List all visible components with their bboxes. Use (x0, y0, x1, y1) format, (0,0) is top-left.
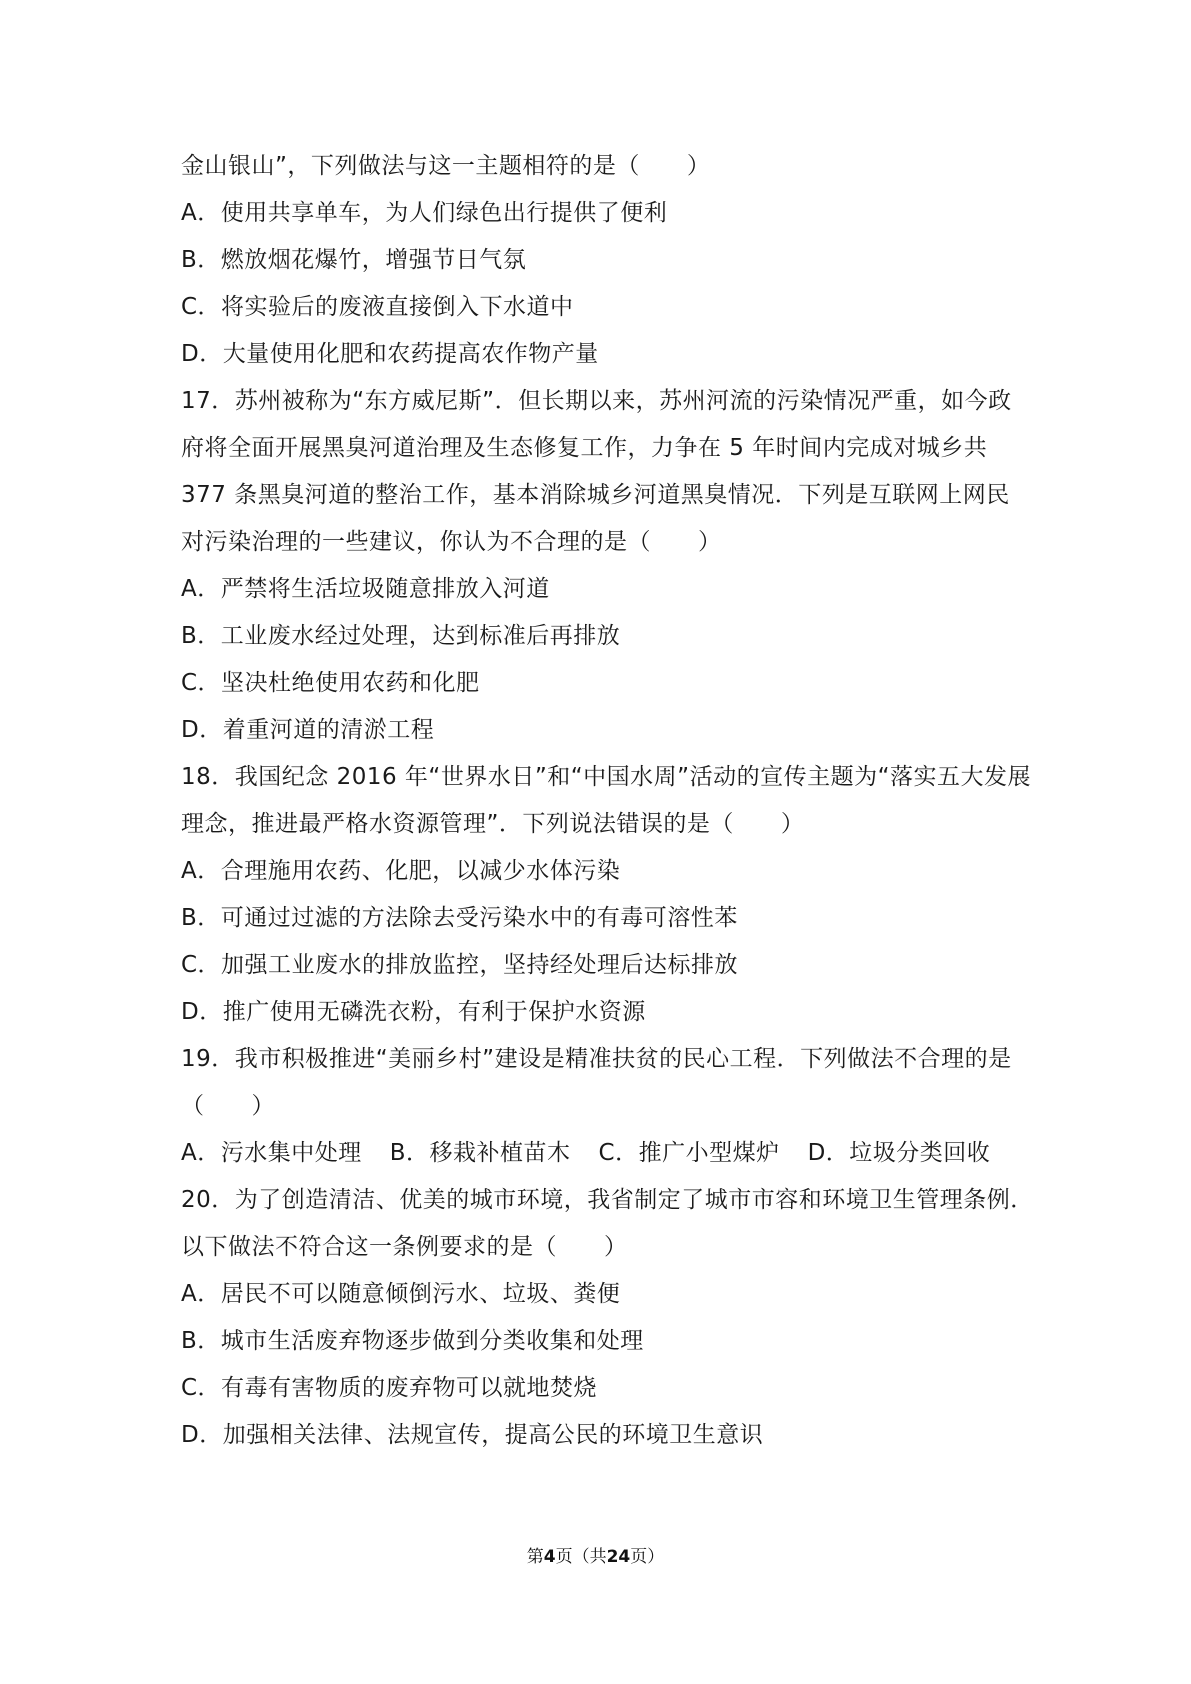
option-d: D．推广使用无磷洗衣粉，有利于保护水资源 (181, 999, 646, 1025)
option-d: D．垃圾分类回收 (807, 1140, 991, 1166)
question-stem-line: 金山银山”，下列做法与这一主题相符的是（ ） (181, 153, 711, 179)
question-stem-line: 17．苏州被称为“东方威尼斯”．但长期以来，苏州河流的污染情况严重，如今政 (181, 388, 1012, 414)
option-c: C．将实验后的废液直接倒入下水道中 (181, 294, 574, 320)
question-stem-line: 以下做法不符合这一条例要求的是（ ） (181, 1234, 628, 1260)
option-c: C．坚决杜绝使用农药和化肥 (181, 670, 480, 696)
option-b: B．移栽补植苗木 (389, 1140, 571, 1166)
option-d: D．着重河道的清淤工程 (181, 717, 435, 743)
option-c: C．有毒有害物质的废弃物可以就地焚烧 (181, 1375, 598, 1401)
page-footer (0, 1542, 1191, 1567)
page-number: 4 (543, 1547, 556, 1567)
option-d: D．加强相关法律、法规宣传，提高公民的环境卫生意识 (181, 1422, 764, 1448)
option-a: A．合理施用农药、化肥，以减少水体污染 (181, 858, 621, 884)
option-a: A．居民不可以随意倾倒污水、垃圾、粪便 (181, 1281, 621, 1307)
options-row (181, 1130, 1021, 1177)
option-c: C．加强工业废水的排放监控，坚持经处理后达标排放 (181, 952, 739, 978)
question-18 (181, 754, 1031, 1036)
question-16 (181, 143, 1021, 378)
option-d: D．大量使用化肥和农药提高农作物产量 (181, 341, 599, 367)
question-19 (181, 1036, 1021, 1177)
question-stem-line: （ ） (181, 1093, 275, 1119)
option-b: B．工业废水经过处理，达到标准后再排放 (181, 623, 621, 649)
option-a: A．使用共享单车，为人们绿色出行提供了便利 (181, 200, 668, 226)
option-b: B．城市生活废弃物逐步做到分类收集和处理 (181, 1328, 644, 1354)
question-17 (181, 378, 1021, 754)
total-pages: 24 (606, 1547, 631, 1567)
question-stem-line: 18．我国纪念 2016 年“世界水日”和“中国水周”活动的宣传主题为“落实五大发展 (181, 764, 1031, 790)
question-stem-line: 对污染治理的一些建议，你认为不合理的是（ ） (181, 529, 722, 555)
footer-prefix: 第 (526, 1547, 544, 1567)
option-a: A．严禁将生活垃圾随意排放入河道 (181, 576, 550, 602)
page-content (181, 143, 1034, 1459)
question-20 (181, 1177, 1034, 1459)
question-stem-line: 19．我市积极推进“美丽乡村”建设是精准扶贫的民心工程．下列做法不合理的是 (181, 1046, 1012, 1072)
footer-suffix: 页） (630, 1547, 665, 1567)
footer-middle: 页（共 (555, 1547, 607, 1567)
option-c: C．推广小型煤炉 (598, 1140, 780, 1166)
option-b: B．燃放烟花爆竹，增强节日气氛 (181, 247, 527, 273)
option-b: B．可通过过滤的方法除去受污染水中的有毒可溶性苯 (181, 905, 738, 931)
question-stem-line: 20．为了创造清洁、优美的城市环境，我省制定了城市市容和环境卫生管理条例． (181, 1187, 1034, 1213)
question-stem-line: 377 条黑臭河道的整治工作，基本消除城乡河道黑臭情况．下列是互联网上网民 (181, 482, 1010, 508)
option-a: A．污水集中处理 (181, 1140, 362, 1166)
question-stem-line: 府将全面开展黑臭河道治理及生态修复工作，力争在 5 年时间内完成对城乡共 (181, 435, 988, 461)
question-stem-line: 理念，推进最严格水资源管理”．下列说法错误的是（ ） (181, 811, 805, 837)
